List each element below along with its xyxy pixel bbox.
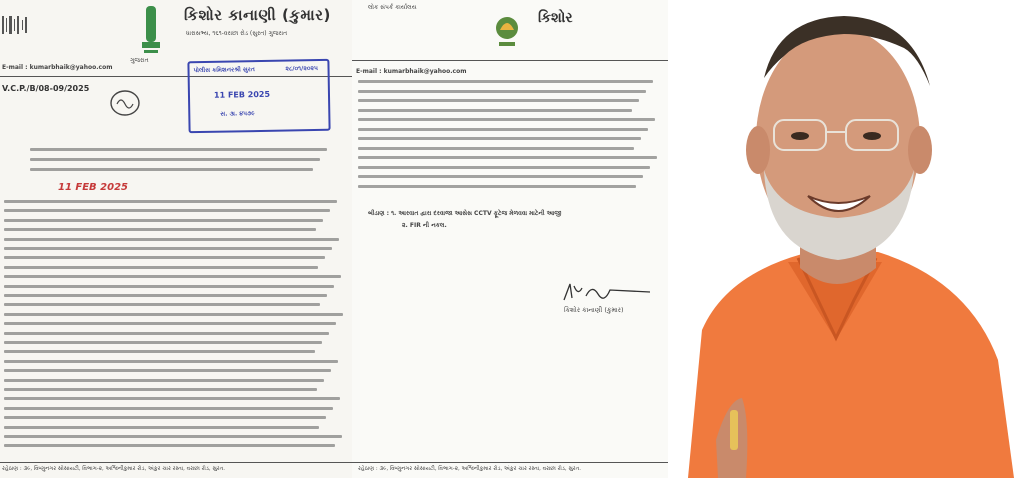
footer-address: રહેઠાણ : ૩૯, વિષ્ણુનગર સોસાયટી, વિભાગ-૨, અશ્વિનીકુમાર રોડ, અંકુર ચાર રસ્તા, વરાછા રોડ, સુરત. <box>358 466 582 472</box>
text-line <box>4 397 340 400</box>
emblem-icon <box>494 8 520 54</box>
text-line <box>4 341 322 344</box>
letter-document-left <box>0 0 352 478</box>
text-line <box>4 285 334 288</box>
text-line <box>4 435 342 438</box>
text-line <box>358 166 650 169</box>
header-name: કિશોર <box>538 10 573 26</box>
text-line <box>4 379 324 382</box>
text-line <box>30 148 327 151</box>
text-line <box>4 209 330 212</box>
text-line <box>4 407 333 410</box>
text-line <box>4 332 329 335</box>
text-line <box>4 416 326 419</box>
email-text: E-mail : kumarbhaik@yahoo.com <box>356 68 467 75</box>
text-line <box>4 444 335 447</box>
footer-divider <box>352 462 674 463</box>
signature-mark <box>560 278 660 308</box>
text-line <box>358 128 648 131</box>
text-line <box>4 247 332 250</box>
text-line <box>4 388 317 391</box>
text-line <box>358 90 646 93</box>
text-line <box>4 322 336 325</box>
header-name: કિશોર કાનાણી (કુમાર) <box>184 6 331 24</box>
enclosure-1: બીડાણ : ૧. આરવાત દ્વારા દરવાજા આસેસ CCTV ફૂટેજ મેળવવા માટેની આજી <box>368 210 562 217</box>
text-line <box>4 200 337 203</box>
footer-divider <box>0 462 352 463</box>
emblem-caption: ગુજરાત <box>130 57 149 64</box>
handwritten-mark <box>108 88 142 118</box>
text-line <box>358 109 632 112</box>
text-line <box>4 219 323 222</box>
text-line <box>358 185 636 188</box>
date-stamp: 11 FEB 2025 <box>58 182 128 193</box>
text-line <box>4 266 318 269</box>
header-subtitle: ધારાસભ્ય, ૧૬૧-વરાછા રોડ (સુરત) ગુજરાત <box>186 30 288 37</box>
enclosure-2: ૨. FIR ની નકલ. <box>402 222 447 229</box>
emblem-icon <box>138 4 164 56</box>
text-line <box>358 99 639 102</box>
text-line <box>4 360 338 363</box>
reference-number: V.C.P./B/08-09/2025 <box>2 84 90 93</box>
text-line <box>4 228 316 231</box>
text-line <box>358 137 641 140</box>
portrait-photo <box>668 0 1014 478</box>
email-text: E-mail : kumarbhaik@yahoo.com <box>2 64 113 71</box>
text-line <box>358 175 643 178</box>
text-line <box>4 313 343 316</box>
text-line <box>358 118 655 121</box>
text-line <box>4 303 320 306</box>
text-line <box>358 147 634 150</box>
text-line <box>4 256 325 259</box>
text-line <box>30 168 313 171</box>
text-line <box>4 275 341 278</box>
scribble-mark <box>0 14 50 36</box>
text-line <box>358 156 657 159</box>
office-label: લોક સંપર્ક કાર્યાલય <box>368 4 417 11</box>
header-divider <box>352 60 674 61</box>
text-line <box>4 238 339 241</box>
text-line <box>30 158 320 161</box>
received-date: 11 FEB 2025 <box>213 89 271 100</box>
footer-address: રહેઠાણ : ૩૯, વિષ્ણુનગર સોસાયટી, વિભાગ-૨, અશ્વિનીકુમાર રોડ, અંકુર ચાર રસ્તા, વરાછા રોડ, સુરત. <box>2 466 226 472</box>
received-stamp: પોલીસ કમિશનરશ્રી સુરત ૨૮/૦૧/૨૦૨૫ 11 FEB 2025 સ. ૩ા. ૪૫૭૯ <box>187 59 330 133</box>
text-line <box>4 294 327 297</box>
signature-name: કિશોર કાનાણી (કુમાર) <box>564 306 624 314</box>
text-line <box>358 80 653 83</box>
letter-document-right <box>352 0 674 478</box>
text-line <box>4 426 319 429</box>
text-line <box>4 350 315 353</box>
text-line <box>4 369 331 372</box>
